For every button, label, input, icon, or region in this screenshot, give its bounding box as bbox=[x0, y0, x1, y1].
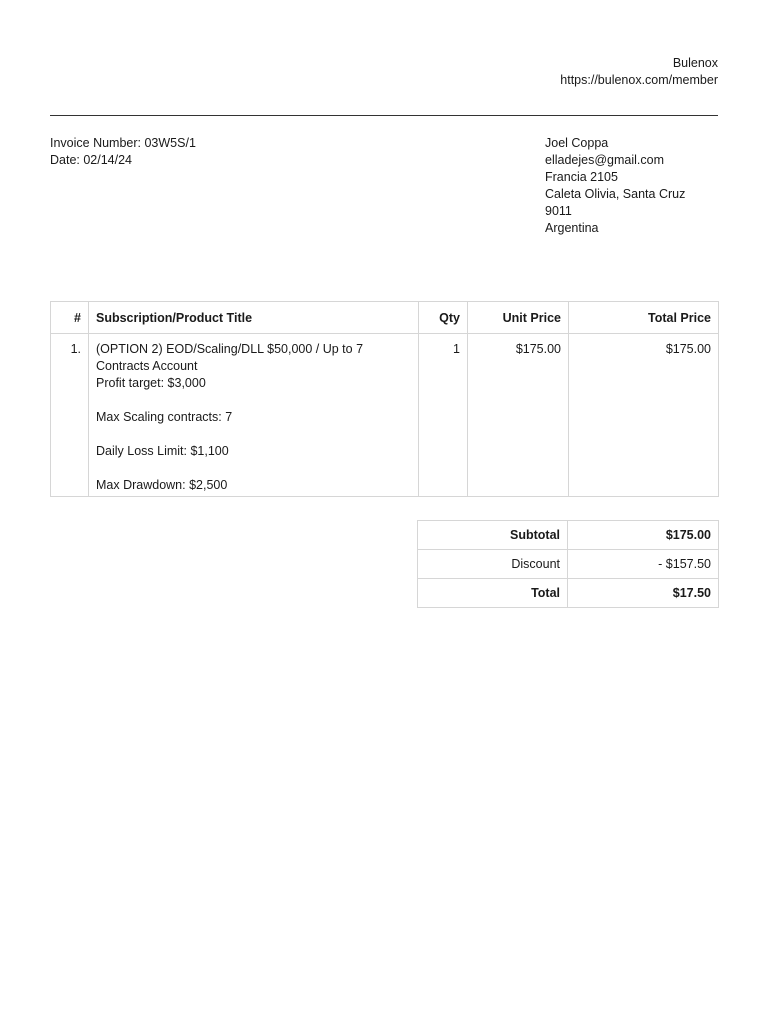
row-total-price: $175.00 bbox=[569, 334, 719, 497]
company-name: Bulenox bbox=[672, 56, 718, 70]
product-detail: Max Drawdown: $2,500 bbox=[96, 478, 228, 492]
customer-name: Joel Coppa bbox=[545, 136, 609, 150]
total-label: Total bbox=[418, 579, 568, 608]
customer-postal-code: 9011 bbox=[545, 204, 572, 218]
company-header bbox=[560, 55, 718, 89]
discount-value: - $157.50 bbox=[568, 550, 719, 579]
header-num: # bbox=[51, 302, 89, 334]
row-title-cell bbox=[89, 334, 419, 497]
subtotal-row bbox=[418, 521, 719, 550]
customer-city: Caleta Olivia, Santa Cruz bbox=[545, 187, 686, 201]
invoice-number: Invoice Number: 03W5S/1 bbox=[50, 136, 196, 150]
header-qty: Qty bbox=[419, 302, 468, 334]
header-unit-price: Unit Price bbox=[468, 302, 569, 334]
totals-table bbox=[417, 520, 719, 608]
discount-row bbox=[418, 550, 719, 579]
subtotal-label: Subtotal bbox=[418, 521, 568, 550]
items-table bbox=[50, 301, 719, 497]
header-title: Subscription/Product Title bbox=[89, 302, 419, 334]
product-detail: Profit target: $3,000 bbox=[96, 376, 206, 390]
product-title: (OPTION 2) EOD/Scaling/DLL $50,000 / Up to 7 Contracts Account bbox=[96, 342, 364, 373]
subtotal-value: $175.00 bbox=[568, 521, 719, 550]
header-divider bbox=[50, 115, 718, 116]
customer-country: Argentina bbox=[545, 221, 599, 235]
total-row bbox=[418, 579, 719, 608]
row-unit-price: $175.00 bbox=[468, 334, 569, 497]
company-url: https://bulenox.com/member bbox=[560, 73, 718, 87]
product-detail: Max Scaling contracts: 7 bbox=[96, 410, 233, 424]
row-num: 1. bbox=[51, 334, 89, 497]
invoice-date: Date: 02/14/24 bbox=[50, 153, 133, 167]
invoice-meta bbox=[50, 135, 196, 169]
customer-email: elladejes@gmail.com bbox=[545, 153, 664, 167]
product-detail: Daily Loss Limit: $1,100 bbox=[96, 444, 229, 458]
customer-street: Francia 2105 bbox=[545, 170, 618, 184]
items-table-header-row bbox=[51, 302, 719, 334]
total-value: $17.50 bbox=[568, 579, 719, 608]
row-qty: 1 bbox=[419, 334, 468, 497]
discount-label: Discount bbox=[418, 550, 568, 579]
header-total-price: Total Price bbox=[569, 302, 719, 334]
table-row bbox=[51, 334, 719, 497]
customer-address bbox=[545, 135, 685, 237]
